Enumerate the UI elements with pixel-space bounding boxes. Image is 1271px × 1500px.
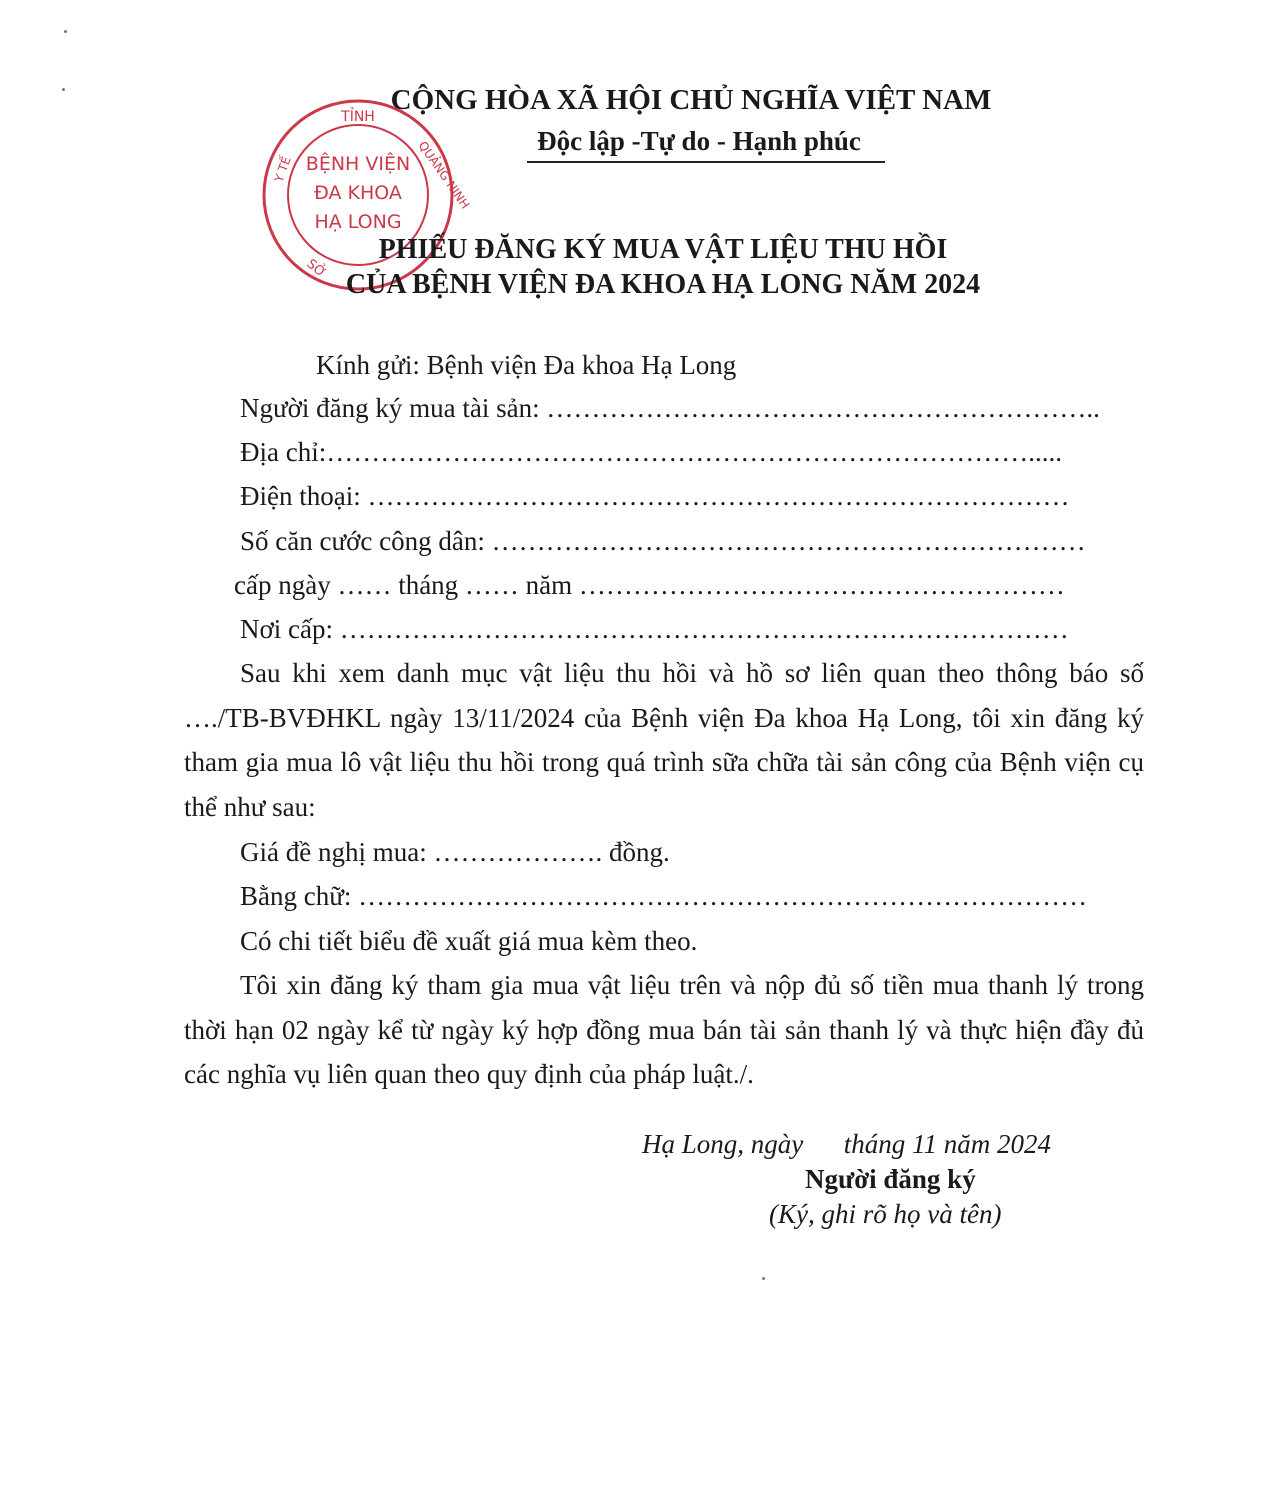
buyer-name-field: Người đăng ký mua tài sản: …………………………………………………….. [240,393,1100,423]
signature-note: (Ký, ghi rõ họ và tên) [769,1199,1002,1229]
scan-speck [62,88,65,91]
stamp-ring-top: TỈNH [341,109,375,125]
motto: Độc lập -Tự do - Hạnh phúc [537,126,861,156]
form-title-line-2: CỦA BỆNH VIỆN ĐA KHOA HẠ LONG NĂM 2024 [345,269,981,300]
id-number-field: Số căn cước công dân: ………………………………………………………… [240,526,1086,556]
scan-speck [762,1277,765,1280]
phone-field: Điện thoại: …………………………………………………………………… [240,481,1070,511]
stamp-ring-right: QUẢNG NINH [415,138,473,212]
stamp-line-1: BỆNH VIỆN [305,153,411,175]
recipient-line: Kính gửi: Bệnh viện Đa khoa Hạ Long [316,350,737,380]
signer-role: Người đăng ký [805,1164,976,1194]
body-paragraph-1: Sau khi xem danh mục vật liệu thu hồi và hồ sơ liên quan theo thông báo số …./TB-BVĐHKL ngày 13/11/2024 của Bệnh viện Đa khoa Hạ Long, tôi xin đăng ký tham gia mua lô vật liệu thu hồi trong quá trình sữa chữa tài sản công của Bệnh viện cụ thể như sau: [184,658,1144,822]
price-field: Giá đề nghị mua: ………………. đồng. [240,837,670,867]
place-date-line: Hạ Long, ngày tháng 11 năm 2024 [642,1129,1051,1159]
motto-underline [527,161,885,163]
scan-speck [64,30,67,33]
stamp-ring-bottom: SỞ [303,256,329,282]
body-paragraph-2: Tôi xin đăng ký tham gia mua vật liệu trên và nộp đủ số tiền mua thanh lý trong thời hạn 02 ngày kể từ ngày ký hợp đồng mua bán tài sản thanh lý và thực hiện đầy đủ các nghĩa vụ liên quan theo quy định của pháp luật./. [184,970,1144,1089]
stamp-line-3: HẠ LONG [314,211,402,233]
stamp-line-2: ĐA KHOA [314,182,402,204]
price-in-words-field: Bằng chữ: ……………………………………………………………………… [240,881,1088,911]
issue-date-field: cấp ngày …… tháng …… năm ……………………………………………… [234,570,1065,600]
form-title-line-1: PHIẾU ĐĂNG KÝ MUA VẬT LIỆU THU HỒI [378,234,948,265]
detail-note: Có chi tiết biểu đề xuất giá mua kèm theo. [240,926,698,956]
stamp-ring-left: Y TẾ [271,154,294,185]
national-title: CỘNG HÒA XÃ HỘI CHỦ NGHĨA VIỆT NAM [390,84,992,116]
issue-place-field: Nơi cấp: ……………………………………………………………………… [240,614,1069,644]
address-field: Địa chỉ:……………………………………………………………………..... [240,437,1062,467]
